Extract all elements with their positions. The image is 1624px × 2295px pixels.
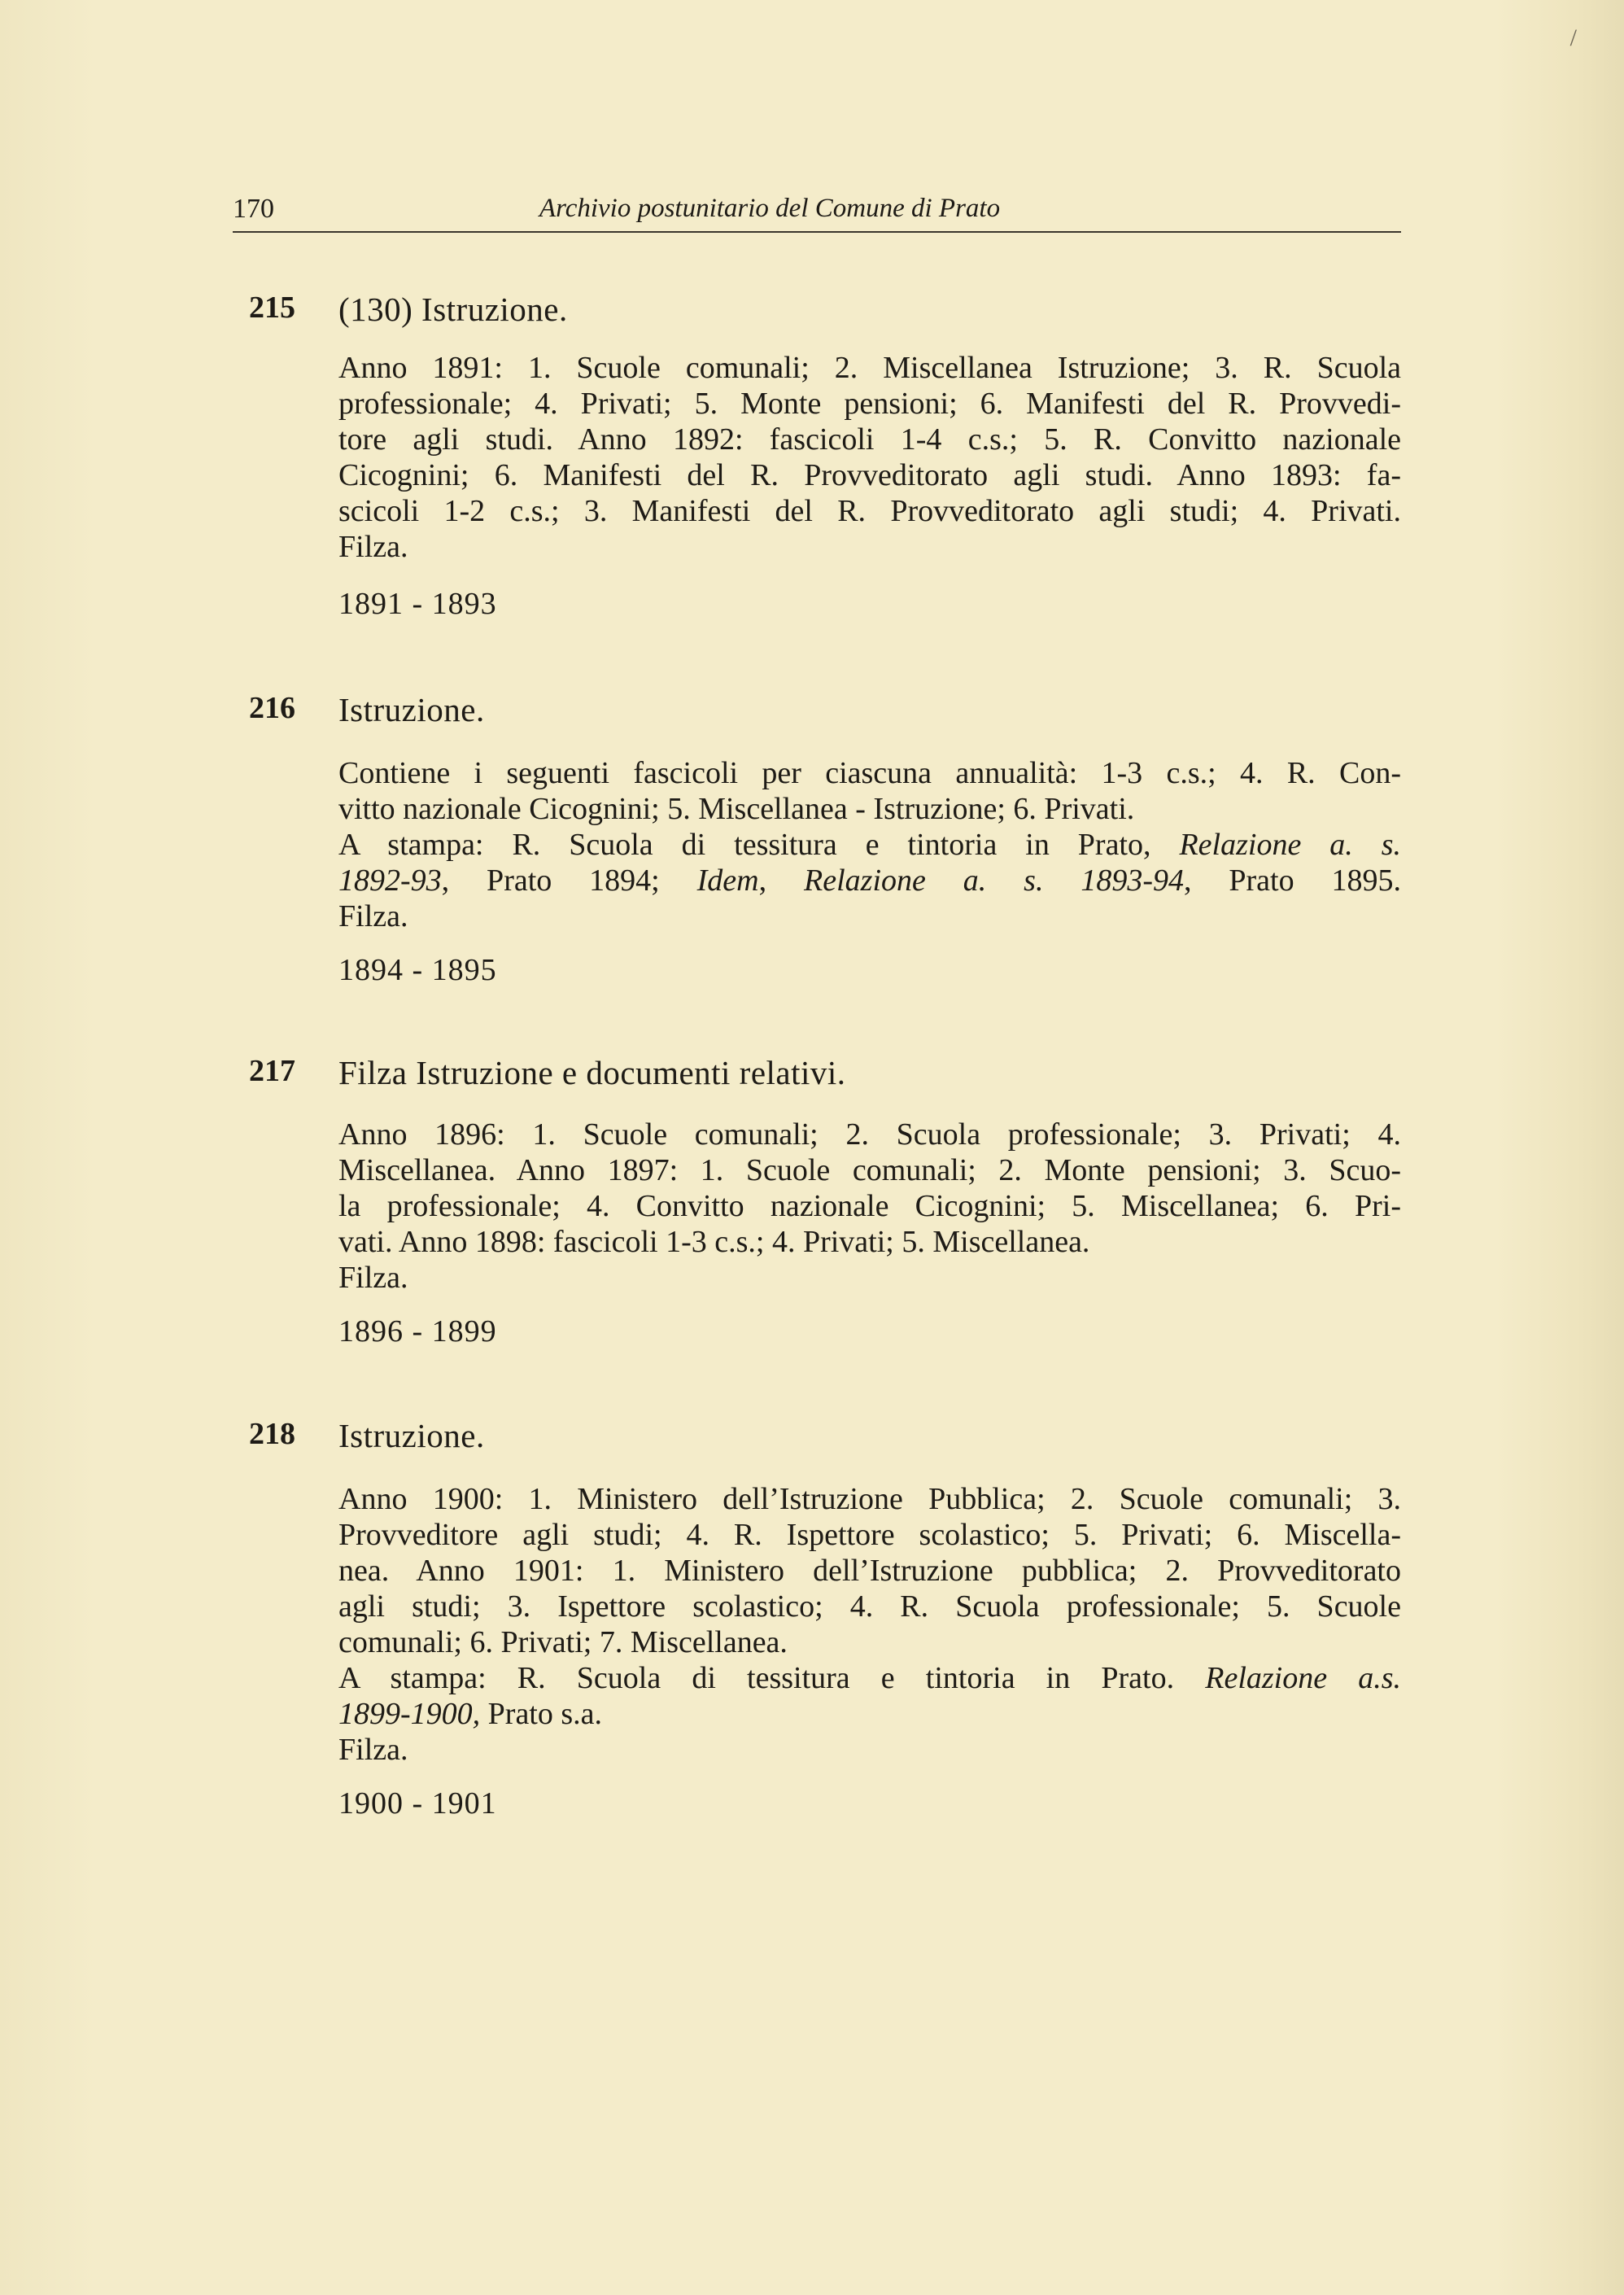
entry-dates: 1896 - 1899: [338, 1314, 497, 1349]
description-line: professionale; 4. Privati; 5. Monte pensioni; 6. Manifesti del R. Provvedi-: [338, 387, 1401, 421]
description-line: Anno 1900: 1. Ministero dell’Istruzione Pubblica; 2. Scuole comunali; 3.: [338, 1482, 1401, 1516]
description-line: Filza.: [338, 530, 408, 564]
entry-number: 217: [249, 1054, 295, 1088]
print-reference-title: Relazione a. s.: [1179, 828, 1402, 862]
running-title: Archivio postunitario del Comune di Prato: [539, 194, 1001, 223]
print-reference-text: Prato s.a.: [480, 1697, 603, 1731]
print-reference-year: 1899-1900,: [338, 1697, 481, 1731]
entry-number: 215: [249, 291, 295, 325]
entry-description: [338, 755, 1401, 934]
page-number: 170: [233, 194, 274, 224]
print-reference-text: ,: [758, 863, 767, 898]
entry-description: [338, 1117, 1401, 1296]
print-reference-title: Relazione a.s.: [1205, 1661, 1402, 1695]
description-line: agli studi; 3. Ispettore scolastico; 4. R. Scuola professionale; 5. Scuole: [338, 1589, 1401, 1624]
entry-title: Istruzione.: [338, 691, 485, 728]
description-line: Provveditore agli studi; 4. R. Ispettore scolastico; 5. Privati; 6. Miscella-: [338, 1518, 1401, 1552]
entry-title: (130) Istruzione.: [338, 291, 568, 328]
description-line: vitto nazionale Cicognini; 5. Miscellanea - Istruzione; 6. Privati.: [338, 792, 1135, 826]
entry-number: 216: [249, 691, 295, 725]
description-line: Contiene i seguenti fascicoli per ciascuna annualità: 1-3 c.s.; 4. R. Con-: [338, 756, 1401, 790]
description-line: scicoli 1-2 c.s.; 3. Manifesti del R. Provveditorato agli studi; 4. Privati.: [338, 494, 1401, 528]
description-line: nea. Anno 1901: 1. Ministero dell’Istruzione pubblica; 2. Provveditorato: [338, 1554, 1401, 1588]
description-line: Filza.: [338, 1261, 408, 1295]
description-line: Cicognini; 6. Manifesti del R. Provveditorato agli studi. Anno 1893: fa-: [338, 458, 1401, 492]
entry-dates: 1900 - 1901: [338, 1786, 497, 1821]
description-line: Anno 1891: 1. Scuole comunali; 2. Miscellanea Istruzione; 3. R. Scuola: [338, 351, 1401, 385]
entry-description: [338, 350, 1401, 565]
description-line: Anno 1896: 1. Scuole comunali; 2. Scuola professionale; 3. Privati; 4.: [338, 1117, 1401, 1152]
print-reference-idem: Idem: [696, 863, 759, 898]
entry-dates: 1894 - 1895: [338, 953, 497, 987]
print-reference-line: [338, 1696, 1401, 1732]
description-line: Miscellanea. Anno 1897: 1. Scuole comunali; 2. Monte pensioni; 3. Scuo-: [338, 1153, 1401, 1187]
print-reference-text: A stampa: R. Scuola di tessitura e tintoria in Prato,: [338, 828, 1151, 862]
print-reference-title: Relazione a. s. 1893-94: [804, 863, 1184, 898]
print-reference-text: , Prato 1894;: [441, 863, 660, 898]
description-line: tore agli studi. Anno 1892: fascicoli 1-4 c.s.; 5. R. Convitto nazionale: [338, 422, 1401, 457]
edge-mark: /: [1569, 24, 1577, 51]
document-type: Filza.: [338, 899, 408, 933]
entry-title: Istruzione.: [338, 1417, 485, 1454]
entry-dates: 1891 - 1893: [338, 587, 497, 621]
print-reference-line: [338, 827, 1401, 863]
description-line: la professionale; 4. Convitto nazionale Cicognini; 5. Miscellanea; 6. Pri-: [338, 1189, 1401, 1223]
page-header: [233, 189, 1401, 233]
entry-description: [338, 1481, 1401, 1768]
entry-number: 218: [249, 1417, 295, 1451]
print-reference-line: [338, 863, 1401, 898]
print-reference-text: , Prato 1895.: [1184, 863, 1402, 898]
entry-title: Filza Istruzione e documenti relativi.: [338, 1054, 846, 1091]
print-reference-line: [338, 1660, 1401, 1696]
description-line: vati. Anno 1898: fascicoli 1-3 c.s.; 4. Privati; 5. Miscellanea.: [338, 1225, 1090, 1259]
print-reference-year: 1892-93: [338, 863, 442, 898]
description-line: comunali; 6. Privati; 7. Miscellanea.: [338, 1625, 788, 1659]
print-reference-text: A stampa: R. Scuola di tessitura e tintoria in Prato.: [338, 1661, 1175, 1695]
document-type: Filza.: [338, 1733, 408, 1767]
